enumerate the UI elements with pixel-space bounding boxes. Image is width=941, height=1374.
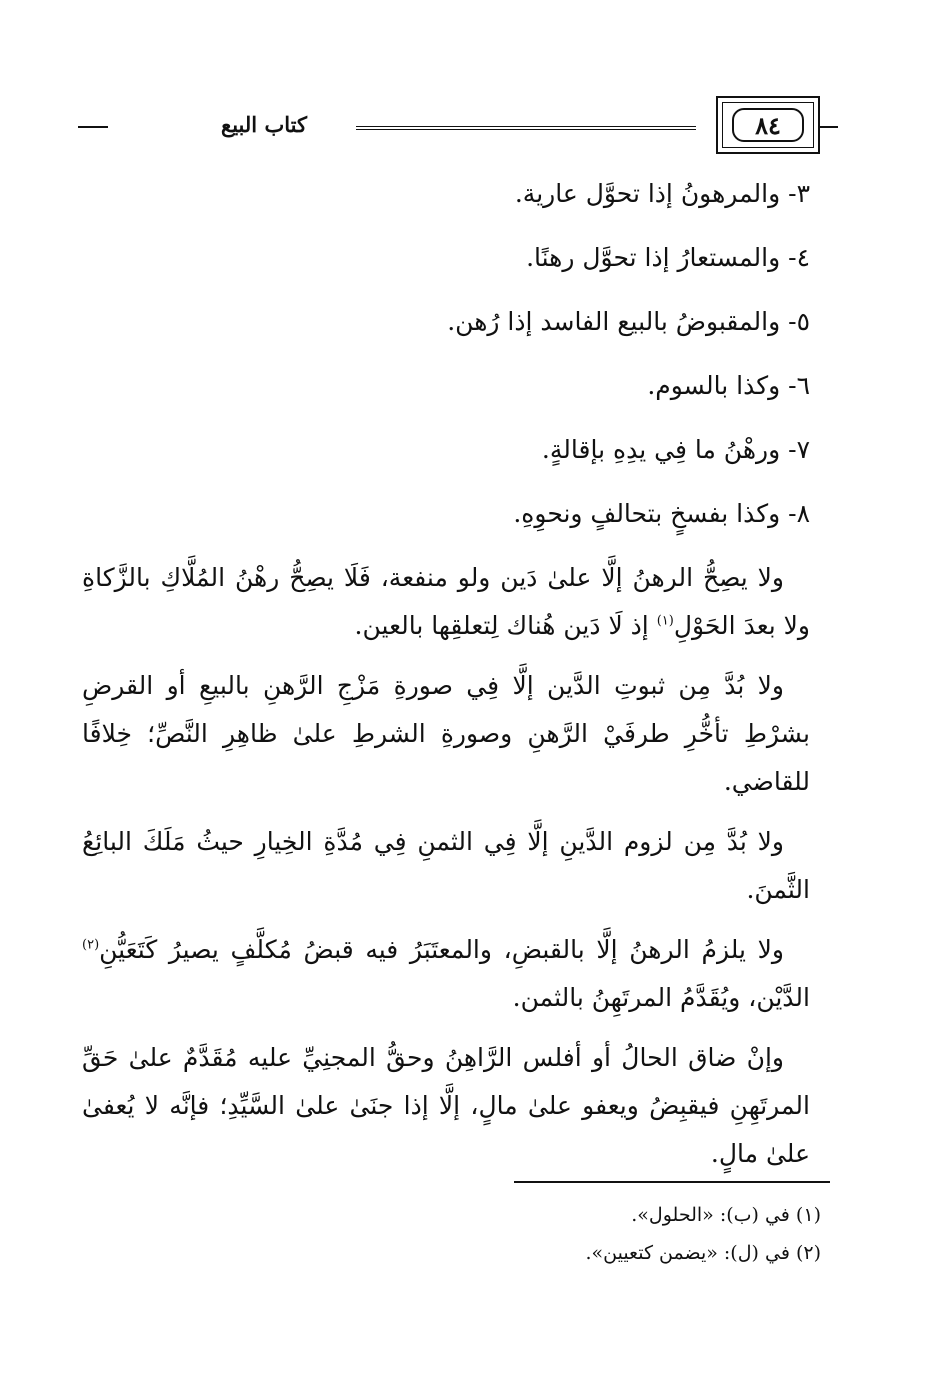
paragraph-text: ولا بُدَّ مِن لزوم الدَّينِ إلَّا فِي الثمنِ فِي مُدَّةِ الخِيارِ حيثُ مَلَكَ البائِعُ الثَّمنَ.: [82, 827, 810, 904]
paragraph-text: الدَّيْن، ويُقَدَّمُ المرتَهِنُ بالثمن.: [512, 983, 810, 1012]
paragraph: [82, 818, 810, 914]
header-rule-right: [818, 126, 838, 128]
paragraph-text: ولا بُدَّ مِن ثبوتِ الدَّين إلَّا فِي صورةِ مَزْجِ الرَّهنِ بالبيعِ أو القرضِ بشرْطِ تأخُّرِ طرفَيْ الرَّهنِ وصورةِ الشرطِ علىٰ ظاهِرِ النَّصِّ؛ خِلافًا للقاضي.: [82, 671, 810, 796]
list-item: ٧- ورهْنُ ما فِي يدِهِ بإقالةٍ.: [541, 435, 810, 464]
header-rule-middle: [356, 126, 696, 130]
footnote-ref[interactable]: (١): [656, 613, 674, 629]
footnotes: [221, 1196, 821, 1272]
paragraph: [82, 1034, 810, 1178]
book-title: كتاب البيع: [188, 108, 340, 142]
list-item: ٣- والمرهونُ إذا تحوَّل عارية.: [514, 179, 810, 208]
header-rule-left: [78, 126, 108, 128]
list-item: ٤- والمستعارُ إذا تحوَّل رهنًا.: [526, 243, 810, 272]
paragraph: [82, 926, 810, 1022]
footnote-ref[interactable]: (٢): [82, 937, 100, 953]
list-item: ٨- وكذا بفسخٍ بتحالفٍ ونحوِهِ.: [513, 499, 810, 528]
paragraph-text: وإنْ ضاق الحالُ أو أفلس الرَّاهِنُ وحقُّ المجنِيِّ عليه مُقَدَّمٌ علىٰ حَقِّ المرتَهِنِ فيقبِضُ ويعفو علىٰ مالٍ، إلَّا إذا جنَىٰ علىٰ السَّيِّدِ؛ فإنَّه لا يُعفىٰ علىٰ مالٍ.: [82, 1043, 810, 1168]
paragraph: [82, 554, 810, 650]
main-text: [82, 162, 810, 1178]
footnote-divider: [514, 1181, 830, 1183]
footnote: (١) في (ب): «الحلول».: [631, 1204, 821, 1226]
paragraph: [82, 662, 810, 806]
page-header: [78, 96, 838, 156]
paragraph-text: ولا يلزمُ الرهنُ إلَّا بالقبضِ، والمعتَبَرُ فيه قبضُ مُكلَّفٍ يصيرُ كَتَعَيُّنِ: [99, 935, 784, 964]
paragraph-text: إذ لَا دَين هُناك لِتعلقِها بالعين.: [354, 611, 657, 640]
list-item: ٦- وكذا بالسوم.: [647, 371, 810, 400]
page-number: ٨٤: [732, 108, 804, 142]
paragraph-text: ولا يصِحُّ الرهنُ إلَّا علىٰ دَين ولو منفعة، فَلَا يصِحُّ رهْنُ المُلَّاكِ بالزَّكاةِ ولا بعدَ الحَوْلِ: [82, 563, 810, 640]
page-number-frame: [716, 96, 820, 154]
list-item: ٥- والمقبوضُ بالبيع الفاسد إذا رُهن.: [447, 307, 810, 336]
footnote: (٢) في (ل): «يضمن كتعيين».: [585, 1242, 821, 1264]
